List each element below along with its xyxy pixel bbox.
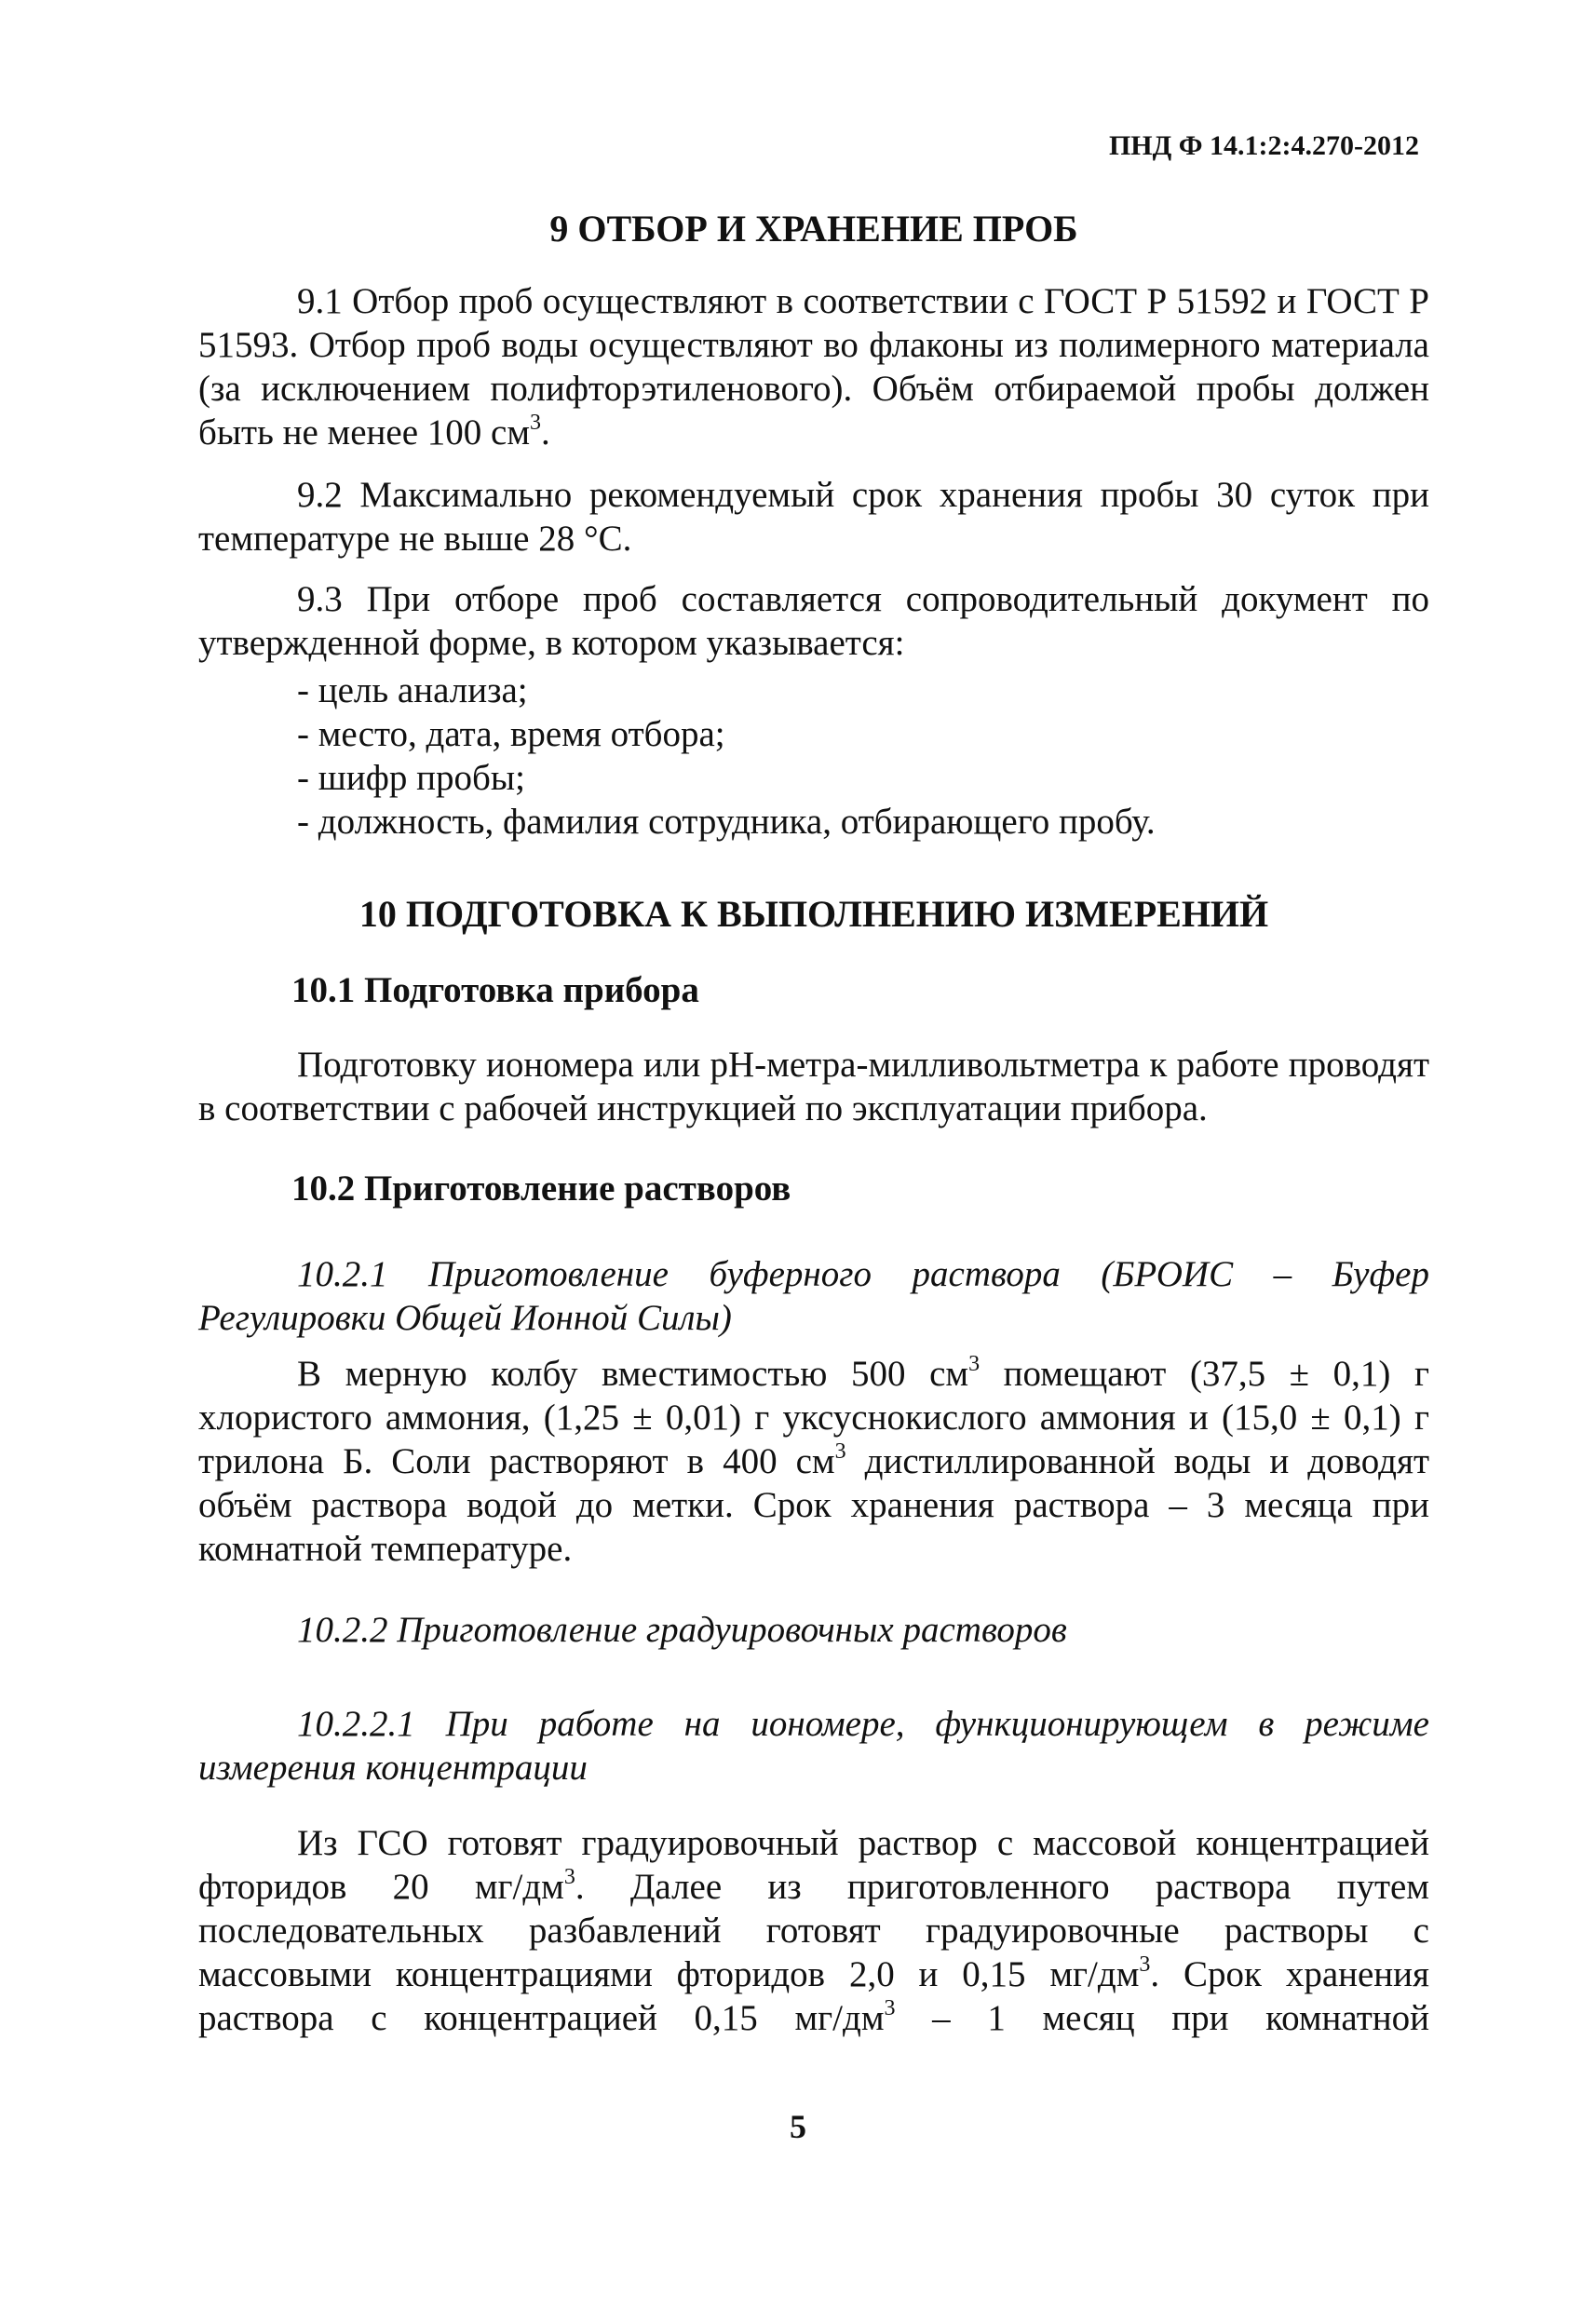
requirements-list <box>198 669 1429 844</box>
subsection-10-1-body <box>198 1043 1429 1130</box>
subsection-10-2 <box>198 1167 1429 1210</box>
calibration-text-part-1: Из ГСО готовят градуировочный раствор с массовой концентрацией фторидов 20 мг/дм <box>198 1823 1429 1907</box>
subsection-10-2-1 <box>198 1252 1429 1340</box>
superscript: 3 <box>884 1996 896 2020</box>
list-item: - шифр пробы; <box>297 758 525 798</box>
paragraph-9-2 <box>198 473 1429 561</box>
buffer-text-part-1: В мерную колбу вместимостью 500 см <box>297 1354 969 1394</box>
paragraph-9-1-text: 9.1 Отбор проб осуществляют в соответствии с ГОСТ Р 51592 и ГОСТ Р 51593. Отбор проб воды осуществляют во флаконы из полимерного материала (за исключением полифторэтиленового). Объём отбираемой пробы должен быть не менее 100 см <box>198 281 1429 453</box>
section-9-title: 9 ОТБОР И ХРАНЕНИЕ ПРОБ <box>549 208 1078 250</box>
superscript: 3 <box>968 1352 981 1376</box>
list-item: - место, дата, время отбора; <box>297 714 725 754</box>
subsection-10-2-1-body <box>198 1352 1429 1571</box>
subsection-10-1 <box>198 968 1429 1012</box>
document-code: ПНД Ф 14.1:2:4.270-2012 <box>1108 130 1419 161</box>
subsection-10-2-2-1-title: 10.2.2.1 При работе на иономере, функционирующем в режиме измерения концентрации <box>198 1704 1429 1788</box>
subsection-10-2-title: 10.2 Приготовление растворов <box>291 1169 791 1209</box>
subsection-10-1-text: Подготовку иономера или рН-метра-милливольтметра к работе проводят в соответствии с рабочей инструкцией по эксплуатации прибора. <box>198 1045 1429 1128</box>
buffer-text-part-3: дистиллированной воды и доводят объём раствора водой до метки. Срок хранения раствора – 3 месяца при комнатной температуре. <box>198 1441 1429 1569</box>
superscript: 3 <box>834 1439 846 1464</box>
list-item: - цель анализа; <box>297 670 528 710</box>
calibration-text-part-3: . Срок хранения раствора с концентрацией 0,15 мг/дм <box>198 1954 1429 2038</box>
superscript: 3 <box>563 1865 575 1889</box>
subsection-10-2-2-title: 10.2.2 Приготовление градуировочных растворов <box>297 1610 1067 1650</box>
superscript: 3 <box>530 411 542 435</box>
paragraph-9-3-text: 9.3 При отборе проб составляется сопроводительный документ по утвержденной форме, в котором указывается: <box>198 579 1429 663</box>
section-9 <box>198 207 1429 250</box>
section-10-title: 10 ПОДГОТОВКА К ВЫПОЛНЕНИЮ ИЗМЕРЕНИЙ <box>358 893 1269 935</box>
subsection-10-2-2-1 <box>198 1702 1429 1790</box>
subsection-10-2-2 <box>198 1608 1429 1652</box>
paragraph-9-1 <box>198 279 1429 454</box>
calibration-text-part-2: . Далее из приготовленного раствора путем последовательных разбавлений готовят градуировочные растворы с массовыми концентрациями фторидов 2,0 и 0,15 мг/дм <box>198 1867 1429 1994</box>
section-10 <box>198 892 1429 936</box>
list-item: - должность, фамилия сотрудника, отбирающего пробу. <box>297 802 1156 842</box>
paragraph-9-1-end: . <box>541 412 550 453</box>
subsection-10-2-2-1-body <box>198 1821 1429 2040</box>
calibration-text-part-4: – 1 месяц при комнатной <box>895 1998 1430 2038</box>
superscript: 3 <box>1139 1952 1151 1977</box>
buffer-text-part-2: помещают (37,5 ± 0,1) г хлористого аммония, (1,25 ± 0,01) г уксуснокислого аммония и (15,0 ± 0,1) г трилона Б. Соли растворяют в 400 см <box>198 1354 1429 1481</box>
paragraph-9-3 <box>198 577 1429 665</box>
subsection-10-1-title: 10.1 Подготовка прибора <box>291 970 699 1010</box>
paragraph-9-2-text: 9.2 Максимально рекомендуемый срок хранения пробы 30 суток при температуре не выше 28 °С. <box>198 475 1429 559</box>
page-number: 5 <box>790 2108 806 2145</box>
subsection-10-2-1-title: 10.2.1 Приготовление буферного раствора (БРОИС – Буфер Регулировки Общей Ионной Силы) <box>198 1254 1429 1338</box>
